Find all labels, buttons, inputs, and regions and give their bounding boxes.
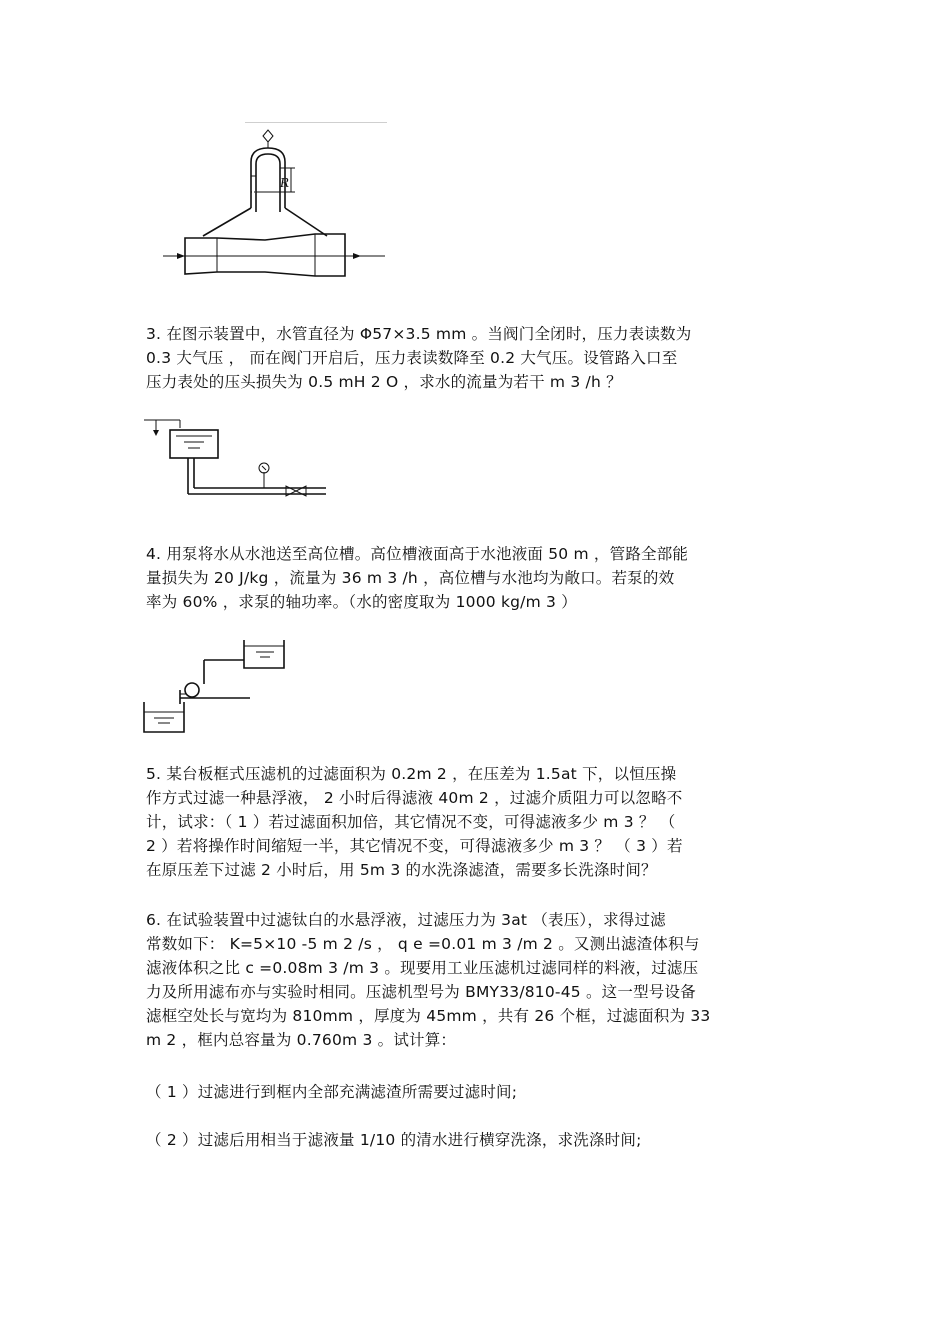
q6-line-6: m 2 ，框内总容量为 0.760m 3 。试计算： [146, 1031, 457, 1049]
q5-line-1: 5. 某台板框式压滤机的过滤面积为 0.2m 2 ，在压差为 1.5at 下，以恒压操 [146, 765, 677, 783]
q6-line-4: 力及所用滤布亦与实验时相同。压滤机型号为 BMY33/810-45 。这一型号设备 [146, 983, 696, 1001]
q3-line-2: 0.3 大气压 ， 而在阀门开启后，压力表读数降至 0.2 大气压。设管路入口至 [146, 349, 678, 367]
question-6-sub-1 [146, 1080, 806, 1104]
q3-line-1: 3. 在图示装置中，水管直径为 Φ57×3.5 mm 。当阀门全闭时，压力表读数为 [146, 325, 692, 343]
venturi-diagram [155, 128, 395, 298]
q6-sub2-text: （ 2 ）过滤后用相当于滤液量 1/10 的清水进行横穿洗涤，求洗涤时间; [146, 1131, 642, 1149]
figure-label-r: R [280, 176, 290, 190]
q4-line-2: 量损失为 20 J/kg ，流量为 36 m 3 /h ，高位槽与水池均为敞口。若泵的效 [146, 569, 675, 587]
q5-line-2: 作方式过滤一种悬浮液， 2 小时后得滤液 40m 2 ，过滤介质阻力可以忽略不 [146, 789, 683, 807]
question-5 [146, 762, 806, 882]
tank-gauge-diagram [140, 412, 330, 502]
question-3 [146, 322, 806, 394]
q6-line-1: 6. 在试验装置中过滤钛白的水悬浮液，过滤压力为 3at （表压），求得过滤 [146, 911, 666, 929]
q6-sub1-text: （ 1 ）过滤进行到框内全部充满滤渣所需要过滤时间; [146, 1083, 518, 1101]
q6-line-5: 滤框空处长与宽均为 810mm ，厚度为 45mm ，共有 26 个框，过滤面积为 33 [146, 1007, 711, 1025]
q5-line-4: 2 ）若将操作时间缩短一半，其它情况不变，可得滤液多少 m 3 ？ （ 3 ）若 [146, 837, 683, 855]
q6-line-2: 常数如下： K=5×10 -5 m 2 /s ， q e =0.01 m 3 /m 2 。又测出滤渣体积与 [146, 935, 700, 953]
question-4 [146, 542, 806, 614]
q3-line-3: 压力表处的压头损失为 0.5 mH 2 O ，求水的流量为若干 m 3 /h ？ [146, 373, 622, 391]
q4-line-1: 4. 用泵将水从水池送至高位槽。高位槽液面高于水池液面 50 m ，管路全部能 [146, 545, 689, 563]
question-6 [146, 908, 806, 1052]
question-6-sub-2 [146, 1128, 806, 1152]
q5-line-3: 计，试求：（ 1 ）若过滤面积加倍，其它情况不变，可得滤液多少 m 3 ？ （ [146, 813, 676, 831]
top-rule [245, 122, 387, 123]
q4-line-3: 率为 60% ，求泵的轴功率。（水的密度取为 1000 kg/m 3 ） [146, 593, 577, 611]
q5-line-5: 在原压差下过滤 2 小时后，用 5m 3 的水洗涤滤渣，需要多长洗涤时间？ [146, 861, 657, 879]
pump-system-diagram [140, 632, 300, 742]
q6-line-3: 滤液体积之比 c =0.08m 3 /m 3 。现要用工业压滤机过滤同样的料液，过滤压 [146, 959, 699, 977]
